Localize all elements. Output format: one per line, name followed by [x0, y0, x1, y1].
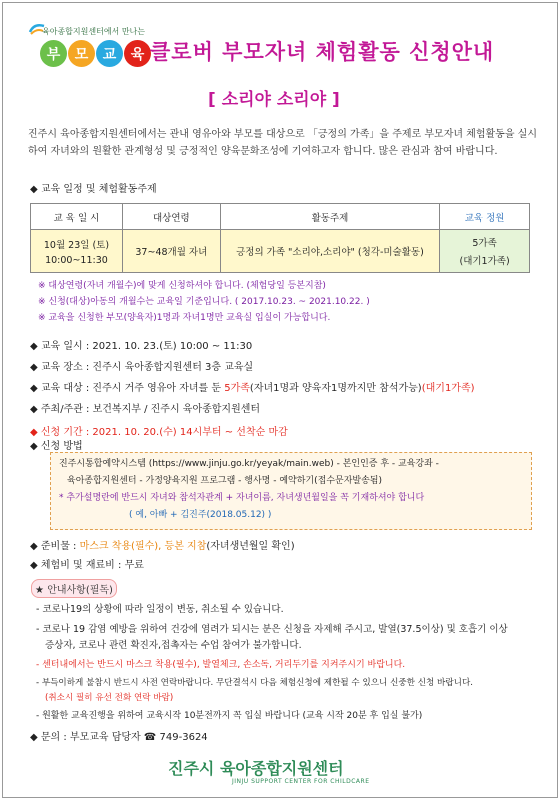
org-tagline: 육아종합지원센터에서 만나는 — [42, 27, 146, 36]
table-header: 대상연령 — [122, 204, 220, 230]
note-line: ※ 신청(대상)아동의 개월수는 교육일 기준입니다. ( 2017.10.23. ~ 2021.10.22. ) — [38, 297, 370, 307]
table-header: 활동주제 — [220, 204, 439, 230]
capacity-text: 5가족 — [472, 238, 497, 249]
target-count: 5가족 — [224, 383, 250, 394]
edu-date: ◆ 교육 일시 : 2021. 10. 23.(토) 10:00 ~ 11:30 — [30, 341, 253, 352]
notice-item: - 원활한 교육진행을 위하여 교육시작 10분전까지 꼭 입실 바랍니다 (교육 시작 20분 후 입실 불가) — [36, 711, 423, 721]
notice-item: - 코로나 19 감염 예방을 위하여 건강에 염려가 되시는 분은 신청을 자제해 주시고, 발열(37.5이상) 및 호흡기 이상 — [36, 624, 508, 635]
method-line: ( 예, 아빠 + 김진주(2018.05.12) ) — [129, 510, 272, 520]
schedule-heading: ◆ 교육 일정 및 체험활동주제 — [30, 184, 157, 195]
target-condition: (자녀1명과 양육자1명까지만 참석가능) — [249, 383, 422, 394]
table-header-row — [31, 204, 530, 230]
edu-target — [30, 379, 475, 394]
notice-item: (취소시 필히 유선 전화 연락 바람) — [45, 693, 174, 703]
target-waitlist: (대기1가족) — [421, 383, 475, 394]
schedule-table — [30, 203, 530, 273]
apply-method-box — [50, 452, 532, 530]
host: ◆ 주최/주관 : 보건복지부 / 진주시 육아종합지원센터 — [30, 404, 261, 415]
fee: ◆ 체험비 및 재료비 : 무료 — [30, 560, 144, 571]
table-cell-age: 37~48개월 자녀 — [122, 230, 220, 273]
notice-badge: ★ 안내사항(필독) — [31, 579, 117, 598]
intro-paragraph: 진주시 육아종합지원센터에서는 관내 영유아와 부모를 대상으로 「긍정의 가족」을 주제로 부모자녀 체험활동을 실시하여 자녀와의 원활한 관계형성 및 긍정적인 양육문화조성에 기여하고자 합니다. 많은 관심과 참여 바랍니다. — [28, 129, 537, 157]
method-line: 육아종합지원센터 - 가정양육지원 프로그램 - 행사명 - 예약하기(접수문자발송됨) — [67, 476, 383, 486]
method-line: 진주시통합예약시스템 (https://www.jinju.go.kr/yeyak/main.web) - 본인인증 후 - 교육강좌 - — [59, 459, 439, 469]
time-text: 10:00~11:30 — [45, 254, 108, 266]
logo-char: 육 — [124, 40, 151, 67]
logo-char: 모 — [68, 40, 95, 67]
edu-place: ◆ 교육 장소 : 진주시 육아종합지원센터 3층 교육실 — [30, 362, 254, 373]
footer-english: JINJU SUPPORT CENTER FOR CHILDCARE — [232, 778, 370, 785]
contact: ◆ 문의 : 부모교육 담당자 ☎ 749-3624 — [30, 732, 208, 743]
date-text: 10월 23일 (토) — [43, 239, 110, 251]
target-text: ◆ 교육 대상 : 진주시 거주 영유아 자녀를 둔 — [30, 383, 225, 394]
supplies-note: (자녀생년월일 확인) — [206, 541, 295, 552]
table-header: 교 육 일 시 — [31, 204, 123, 230]
table-header: 교육 정원 — [440, 204, 530, 230]
logo-circles — [40, 40, 151, 67]
table-row — [31, 230, 530, 273]
supplies-required: 마스크 착용(필수), 등본 지참 — [79, 541, 207, 552]
notice-item: 증상자, 코로나 관련 확진자,접촉자는 수업 참여가 불가합니다. — [45, 640, 302, 651]
page-title: 클로버 부모자녀 체험활동 신청안내 — [150, 40, 495, 64]
apply-method-heading: ◆ 신청 방법 — [30, 441, 83, 452]
notice-item: - 부득이하게 불참시 반드시 사전 연락바랍니다. 무단결석시 다음 체험신청에 제한될 수 있으니 신중한 신청 바랍니다. — [36, 678, 473, 688]
note-line: ※ 교육을 신청한 부모(양육자)1명과 자녀1명만 교육실 입실이 가능합니다. — [38, 313, 331, 323]
logo-char: 부 — [40, 40, 67, 67]
notice-item: - 코로나19의 상황에 따라 일정이 변동, 취소될 수 있습니다. — [36, 604, 284, 615]
footer-logo-text: 진주시 육아종합지원센터 — [168, 759, 344, 778]
table-cell-capacity — [440, 230, 530, 273]
apply-period: ◆ 신청 기간 : 2021. 10. 20.(수) 14시부터 ~ 선착순 마감 — [30, 427, 288, 438]
page-subtitle: [ 소리야 소리야 ] — [208, 90, 340, 110]
table-cell-topic: 긍정의 가족 "소리야,소리야" (청각-미술활동) — [220, 230, 439, 273]
logo-char: 교 — [96, 40, 123, 67]
supplies-label: ◆ 준비물 : — [30, 541, 80, 552]
notice-item: - 센터내에서는 반드시 마스크 착용(필수), 발열체크, 손소독, 거리두기를 지켜주시기 바랍니다. — [36, 660, 406, 670]
supplies — [30, 537, 295, 552]
waitlist-text: (대기1가족) — [459, 256, 510, 267]
table-cell-date — [31, 230, 123, 273]
note-line: ※ 대상연령(자녀 개월수)에 맞게 신청하셔야 합니다. (체험당일 등본지참) — [38, 281, 326, 291]
method-line: * 추가설명란에 반드시 자녀와 참석자관계 + 자녀이름, 자녀생년월일을 꼭 기재하셔야 합니다 — [59, 493, 425, 503]
